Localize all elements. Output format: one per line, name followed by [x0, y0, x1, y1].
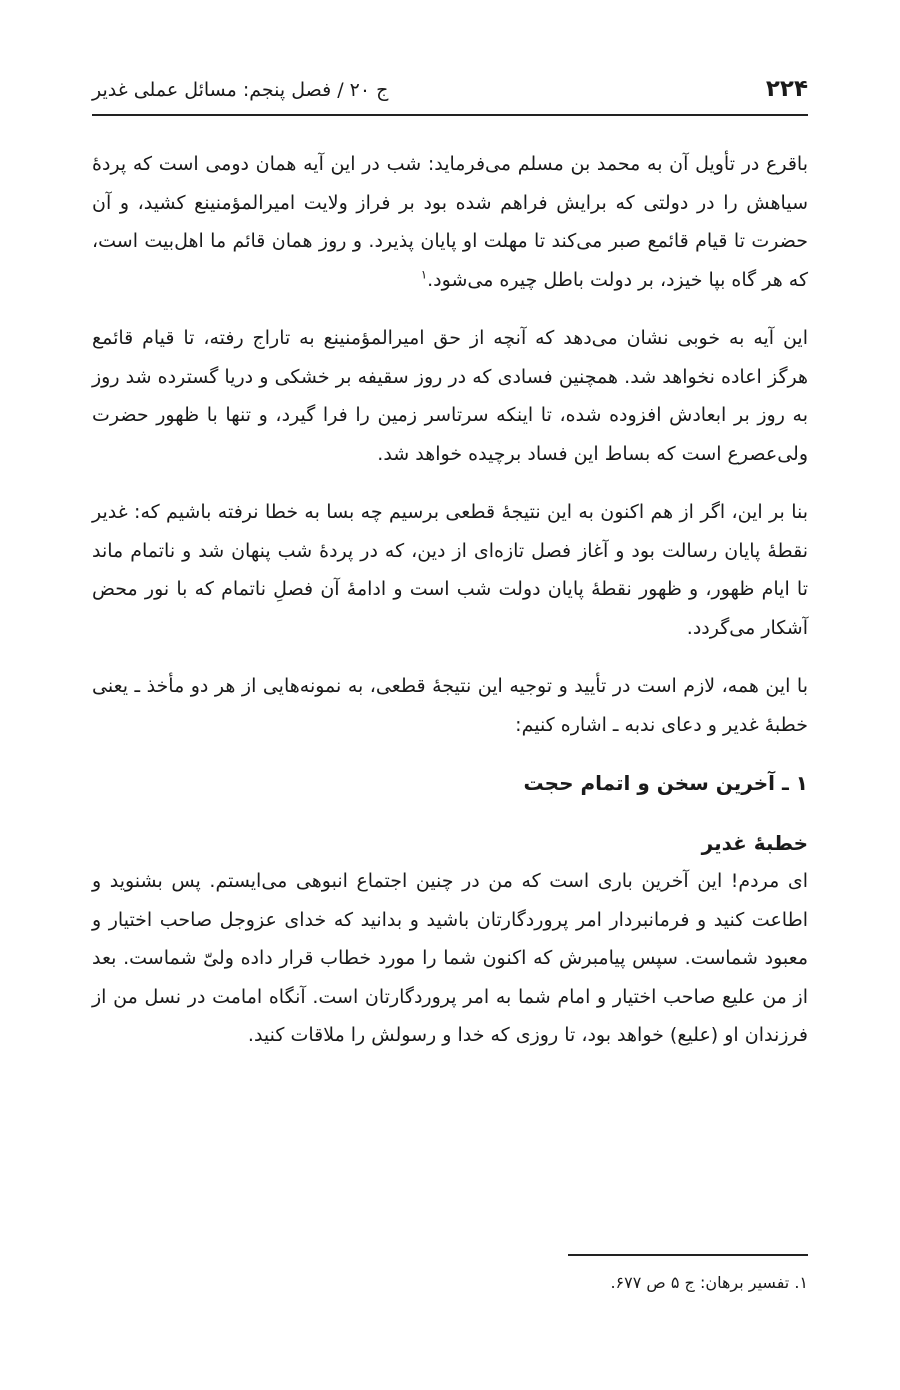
- running-head: ج ۲۰ / فصل پنجم: مسائل عملی غدیر: [92, 79, 389, 101]
- page-number: ۲۲۴: [765, 76, 808, 102]
- paragraph-1-text: باقرع در تأویل آن به محمد بن مسلم می‌فرماید: شب در این آیه همان دومی است که پردهٔ سیاهش را در دولتی که برایش فراهم شده بود بر فراز ولایت امیرالمؤمنینع کشید، و آن حضرت تا قیام قائمع صبر می‌کند تا مهلت او پایان پذیرد. و روز همان قائم ما اهل‌بیت است، که هر گاه بپا خیزد، بر دولت باطل چیره می‌شود.: [92, 153, 808, 291]
- body-text: [92, 145, 808, 1055]
- subsection-heading: خطبهٔ غدیر: [701, 831, 808, 855]
- footnote: ۱. تفسیر برهان: ج ۵ ص ۶۷۷.: [610, 1273, 808, 1292]
- paragraph-1: [92, 145, 808, 299]
- paragraph-5: ای مردم! این آخرین باری است که من در چنین اجتماع انبوهی می‌ایستم. پس بشنوید و اطاعت کنید و فرمانبردار امر پروردگارتان باشید و بدانید که خدای عزوجل صاحب اختیار و معبود شماست. سپس پیامبرش که اکنون شما را مورد خطاب قرار داده ولیّ شماست. بعد از من علیع صاحب اختیار و امام شما به امر پروردگارتان است. آنگاه امامت در نسل من از فرزندان او (علیع) خواهد بود، تا روزی که خدا و رسولش را ملاقات کنید.: [92, 870, 808, 1046]
- paragraph-4: با این همه، لازم است در تأیید و توجیه این نتیجهٔ قطعی، به نمونه‌هایی از هر دو مأخذ ـ یعنی خطبهٔ غدیر و دعای ندبه ـ اشاره کنیم:: [92, 675, 808, 736]
- footnote-divider: [568, 1254, 808, 1256]
- paragraph-3: بنا بر این، اگر از هم اکنون به این نتیجهٔ قطعی برسیم چه بسا به خطا نرفته باشیم که: غدیر نقطهٔ پایان رسالت بود و آغاز فصل تازه‌ای از دین، که در پردهٔ شب پنهان شد و ناتمام ماند تا ایام ظهور، و ظهور نقطهٔ پایان دولت شب است و ادامهٔ آن فصلِ ناتمام که با نور محض آشکار می‌گردد.: [92, 501, 808, 639]
- page-header: [92, 66, 808, 116]
- footnote-reference[interactable]: ۱: [420, 267, 428, 282]
- paragraph-2: این آیه به خوبی نشان می‌دهد که آنچه از حق امیرالمؤمنینع به تاراج رفته، تا قیام قائمع هرگز اعاده نخواهد شد. همچنین فسادی که در روز سقیفه بر خشکی و دریا گسترده شد روز به روز بر ابعادش افزوده شده، تا اینکه سرتاسر زمین را فرا گیرد، و تنها با ظهور حضرت ولی‌عصرع است که بساط این فساد برچیده خواهد شد.: [92, 327, 808, 465]
- section-heading: ۱ ـ آخرین سخن و اتمام حجت: [523, 771, 808, 795]
- book-page: [92, 0, 808, 1390]
